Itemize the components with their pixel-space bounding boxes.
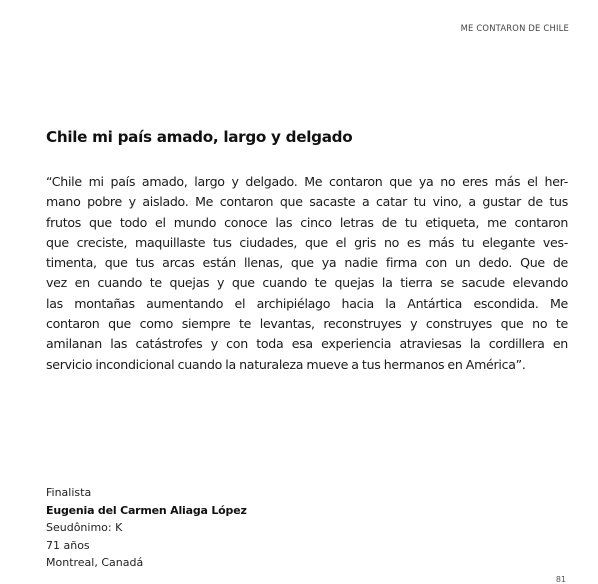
story-line: vez en cuando te quejas y que cuando te quejas la tierra se sacude elevando xyxy=(46,275,568,291)
author-name: Eugenia del Carmen Aliaga López xyxy=(46,503,247,517)
story-line: frutos que todo el mundo conoce las cinco letras de tu etiqueta, me contaron xyxy=(46,214,568,230)
running-header: ME CONTARON DE CHILE xyxy=(460,23,569,33)
story-line: mano pobre y aislado. Me contaron que sacaste a catar tu vino, a gustar de tus xyxy=(46,194,568,210)
story-body xyxy=(46,172,568,375)
story-line: amilanan las catástrofes y con toda esa experiencia atraviesas la cordillera en xyxy=(46,336,568,352)
page-number: 81 xyxy=(555,575,566,584)
story-line: que creciste, maquillaste tus ciudades, que el gris no es más tu elegante ves- xyxy=(46,234,568,250)
author-credits xyxy=(46,484,247,572)
credit-category: Finalista xyxy=(46,486,92,499)
story-line: servicio incondicional cuando la naturaleza mueve a tus hermanos en América”. xyxy=(46,356,526,372)
author-pseudonym: Seudônimo: K xyxy=(46,521,123,535)
story-line: contaron que como siempre te levantas, reconstruyes y construyes que no te xyxy=(46,316,568,332)
story-line: “Chile mi país amado, largo y delgado. Me contaron que ya no eres más el her- xyxy=(46,174,568,189)
story-line: timenta, que tus arcas están llenas, que ya nadie firma con un dedo. Que de xyxy=(46,255,568,271)
story-line: las montañas aumentando el archipiélago hacia la Antártica escondida. Me xyxy=(46,295,568,311)
author-age: 71 años xyxy=(46,538,90,552)
author-location: Montreal, Canadá xyxy=(46,556,144,570)
story-title: Chile mi país amado, largo y delgado xyxy=(46,128,353,146)
